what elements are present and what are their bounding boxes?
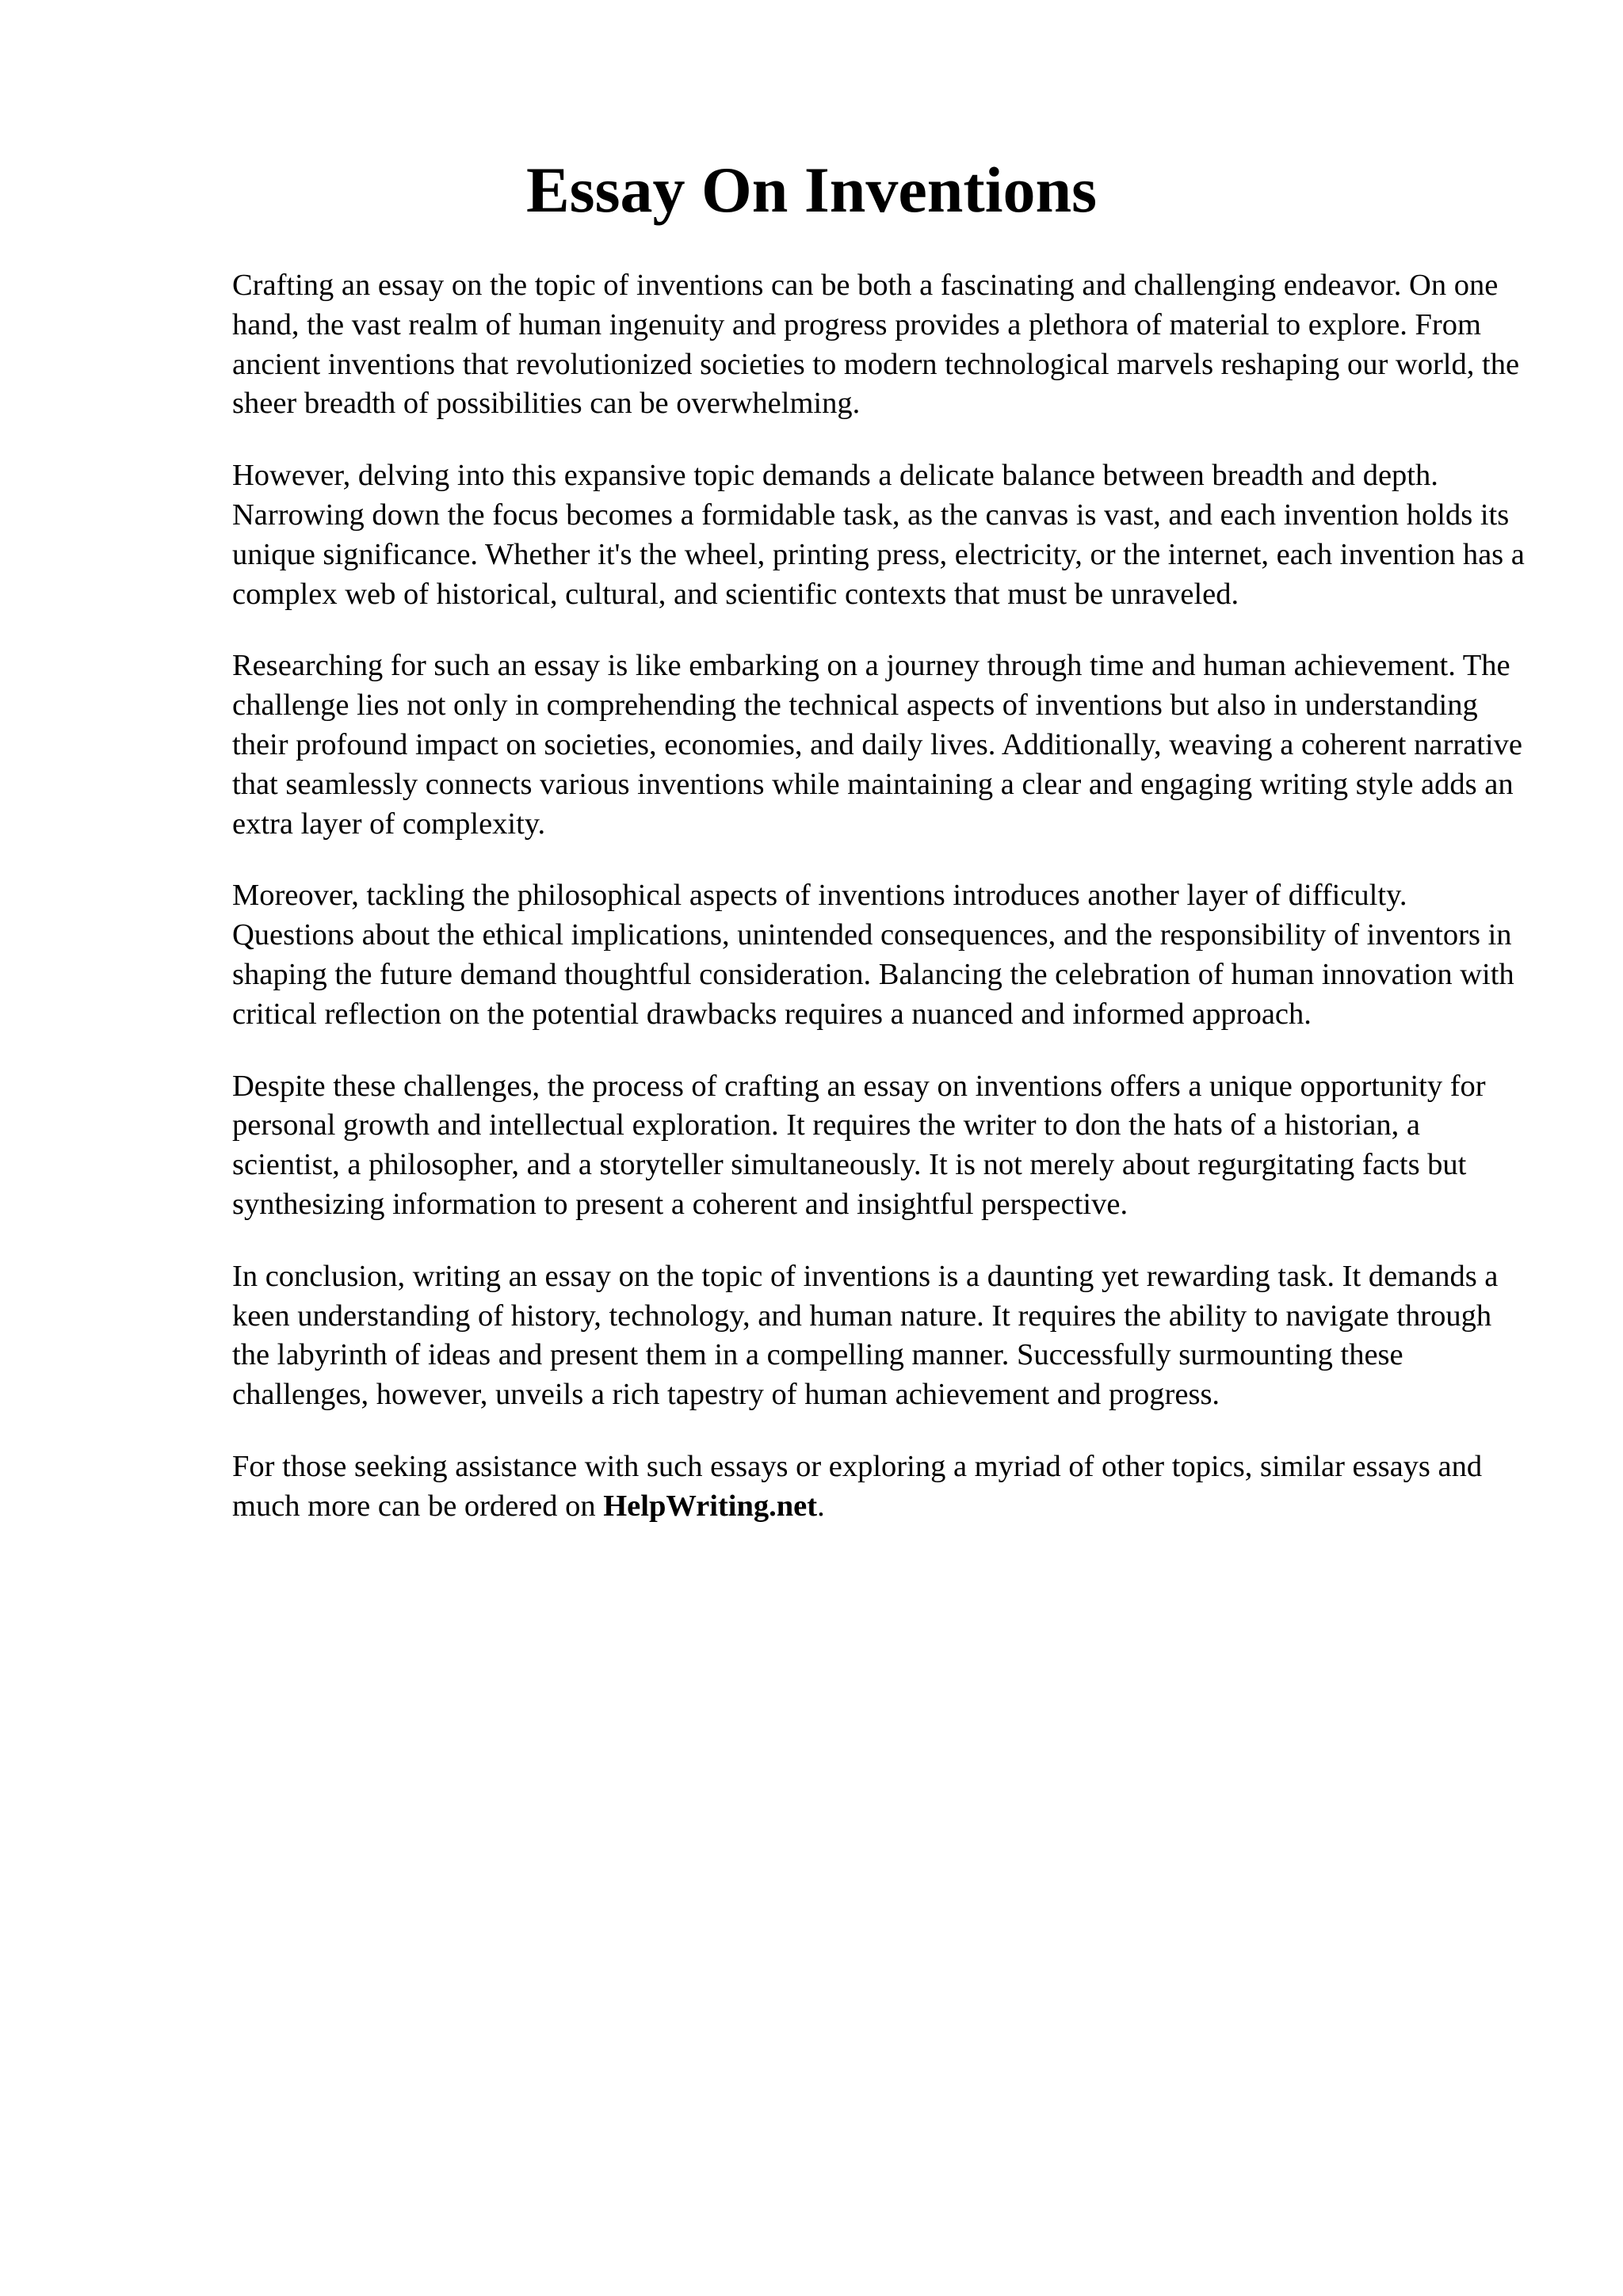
closing-paragraph: [232, 1447, 1532, 1527]
paragraph-5: Despite these challenges, the process of crafting an essay on inventions offers a unique opportunity for personal growth and intellectual exploration. It requires the writer to don the hats of a historian, a scientist, a philosopher, and a storyteller simultaneously. It is not merely about regurgitating facts but synthesizing information to present a coherent and insightful perspective.: [232, 1069, 1486, 1221]
essay-body: [232, 266, 1532, 1559]
page-title: Essay On Inventions: [525, 154, 1098, 226]
closing-text: For those seeking assistance with such essays or exploring a myriad of other topics, similar essays and much more can be ordered on: [232, 1449, 1483, 1523]
paragraph-2: However, delving into this expansive topic demands a delicate balance between breadth and depth. Narrowing down the focus becomes a formidable task, as the canvas is vast, and each invention holds its unique significance. Whether it's the wheel, printing press, electricity, or the internet, each invention has a complex web of historical, cultural, and scientific contexts that must be unraveled.: [232, 459, 1525, 611]
paragraph-1: Crafting an essay on the topic of inventions can be both a fascinating and challenging endeavor. On one hand, the vast realm of human ingenuity and progress provides a plethora of material to explore. From ancient inventions that revolutionized societies to modern technological marvels reshaping our world, the sheer breadth of possibilities can be overwhelming.: [232, 269, 1520, 421]
paragraph-6: In conclusion, writing an essay on the topic of inventions is a daunting yet rewarding task. It demands a keen understanding of history, technology, and human nature. It requires the ability to navigate through the labyrinth of ideas and present them in a compelling manner. Successfully surmounting these challenges, however, unveils a rich tapestry of human achievement and progress.: [232, 1259, 1499, 1412]
paragraph-3: Researching for such an essay is like embarking on a journey through time and human achievement. The challenge lies not only in comprehending the technical aspects of inventions but also in understanding their profound impact on societies, economies, and daily lives. Additionally, weaving a coherent narrative that seamlessly connects various inventions while maintaining a clear and engaging writing style adds an extra layer of complexity.: [232, 649, 1522, 841]
helpwriting-link[interactable]: HelpWriting.net: [603, 1489, 818, 1523]
paragraph-4: Moreover, tackling the philosophical aspects of inventions introduces another layer of difficulty. Questions about the ethical implications, unintended consequences, and the responsibility of inventors in shaping the future demand thoughtful consideration. Balancing the celebration of human innovation with critical reflection on the potential drawbacks requires a nuanced and informed approach.: [232, 879, 1514, 1031]
closing-period: .: [817, 1489, 825, 1523]
